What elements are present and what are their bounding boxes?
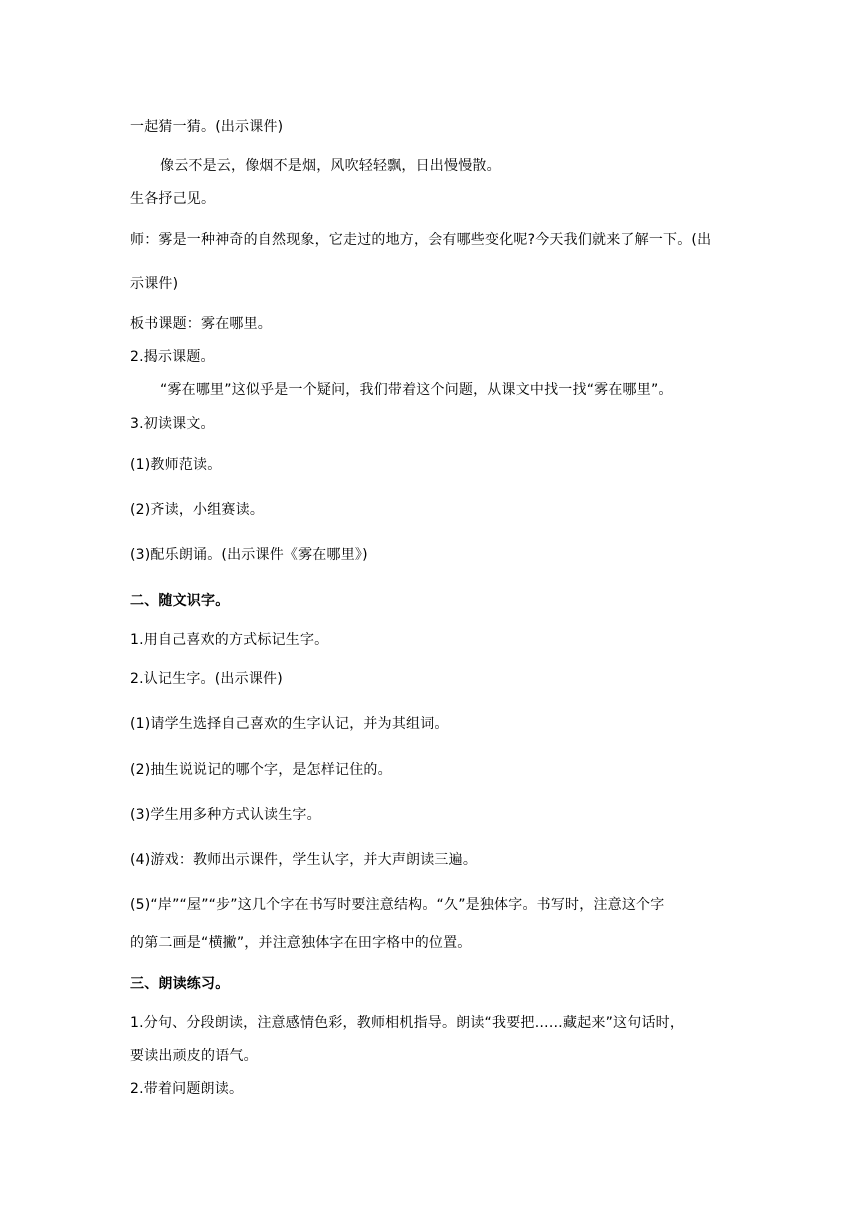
section-heading-3: 三、朗读练习。 (130, 976, 230, 992)
text-line-3: 生各抒己见。 (130, 191, 216, 207)
text-line-24: 要读出顽皮的语气。 (130, 1048, 258, 1064)
text-line-10: (1)教师范读。 (130, 457, 222, 473)
text-line-19: (4)游戏：教师出示课件，学生认字，并大声朗读三遍。 (130, 852, 478, 868)
text-line-6: 板书课题：雾在哪里。 (130, 316, 272, 332)
riddle-line: 像云不是云，像烟不是烟，风吹轻轻飘，日出慢慢散。 (160, 158, 501, 174)
text-line-14: 1.用自己喜欢的方式标记生字。 (130, 632, 329, 648)
text-line-21: 的第二画是“横撇”，并注意独体字在田字格中的位置。 (130, 935, 472, 951)
text-line-7: 2.揭示课题。 (130, 349, 215, 365)
text-line-16: (1)请学生选择自己喜欢的生字认记，并为其组词。 (130, 716, 449, 732)
section-heading-2: 二、随文识字。 (130, 593, 230, 609)
text-line-18: (3)学生用多种方式认读生字。 (130, 807, 321, 823)
text-line-9: 3.初读课文。 (130, 416, 215, 432)
text-line-5: 示课件) (130, 276, 179, 292)
text-line-1: 一起猜一猜。(出示课件) (130, 119, 284, 135)
text-line-8: “雾在哪里”这似乎是一个疑问，我们带着这个问题，从课文中找一找“雾在哪里”。 (160, 382, 673, 398)
text-line-4: 师：雾是一种神奇的自然现象，它走过的地方，会有哪些变化呢?今天我们就来了解一下。(出 (130, 232, 712, 248)
text-line-17: (2)抽生说说记的哪个字，是怎样记住的。 (130, 762, 392, 778)
text-line-12: (3)配乐朗诵。(出示课件《雾在哪里》) (130, 547, 368, 563)
text-line-20: (5)“岸”“屋”“步”这几个字在书写时要注意结构。“久”是独体字。书写时，注意这个字 (130, 897, 665, 913)
text-line-15: 2.认记生字。(出示课件) (130, 671, 283, 687)
text-line-23: 1.分句、分段朗读，注意感情色彩，教师相机指导。朗读“我要把……藏起来”这句话时， (130, 1015, 685, 1031)
text-line-25: 2.带着问题朗读。 (130, 1081, 244, 1097)
text-line-11: (2)齐读，小组赛读。 (130, 502, 265, 518)
